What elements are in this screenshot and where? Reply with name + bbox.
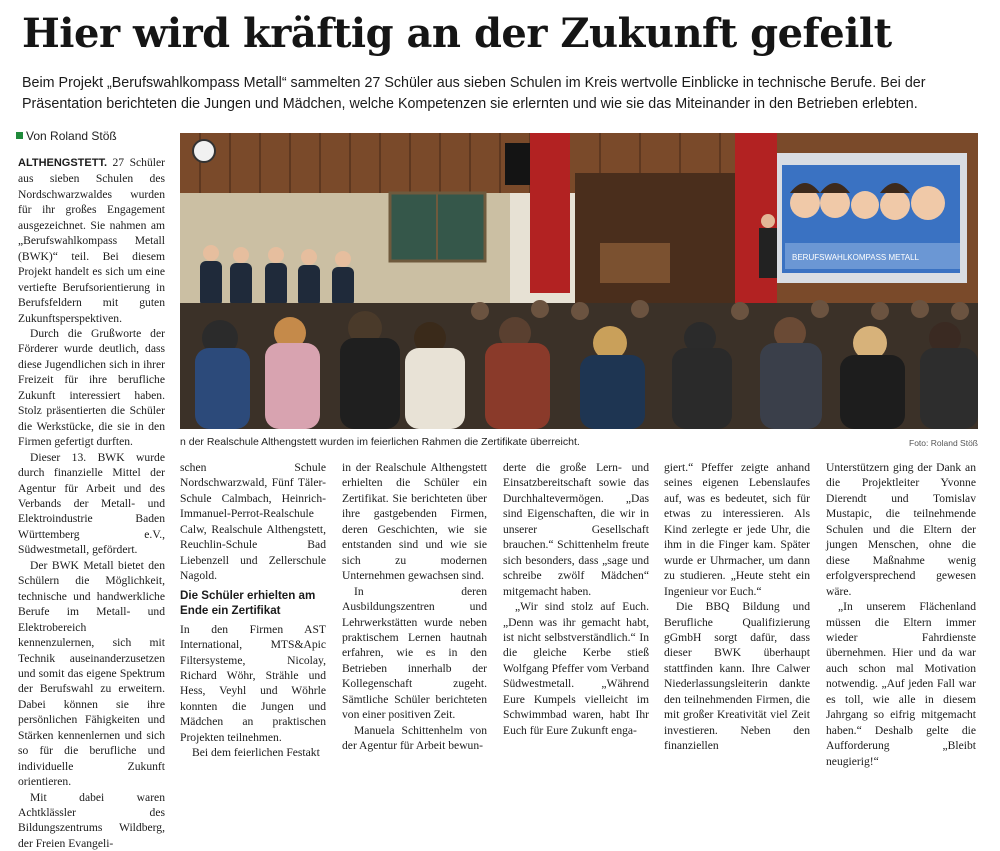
- article-column-3: [342, 460, 487, 753]
- headline: Hier wird kräftig an der Zukunft gefeilt: [22, 10, 892, 57]
- lead-paragraph: ALTHENGSTETT. 27 Schüler aus sieben Schulen des Nordschwarzwaldes wurden für ihr großes Engagement ausgezeichnet. Sie nahmen am „Berufswahlkompass Metall (BWK)“ teil. Bei diesem Projekt handelt es sich um eine vertiefte Berufsorientierung in Berufsfeldern mit guten Zukunftsperspektiven.: [18, 156, 165, 325]
- paragraph: „Wir sind stolz auf Euch. „Denn was ihr gemacht habt, ist nicht selbstverständlich.“ In die gleiche Kerbe stieß Wolfgang Pfeffer vom Verband Südwestmetall. „Während Eure Kumpels vielleicht im Schwimmbad waren, habt Ihr Euch für Eure Zukunft enga-: [503, 600, 649, 737]
- paragraph: Mit dabei waren Achtklässler des Bildungszentrums Wildberg, der Freien Evangeli-: [18, 790, 165, 850]
- byline-marker-icon: [16, 132, 23, 139]
- dateline: ALTHENGSTETT.: [18, 157, 108, 169]
- byline-author: Von Roland Stöß: [26, 129, 117, 143]
- byline: [16, 129, 117, 143]
- paragraph: in der Realschule Althengstett erhielten die Schüler ein Zertifikat. Sie berichteten über ihre gastgebenden Firmen, deren Geschichten, wie sie entstanden sind und wie sie sich zu modernen Unternehmen gewachsen sind.: [342, 461, 487, 583]
- paragraph: Bei dem feierlichen Festakt: [192, 746, 320, 760]
- paragraph: In den Firmen AST International, MTS&Apic Filtersysteme, Nicolay, Richard Wöhr, Strähle und Hess, Veyhl und Wöhrle konnten die Jungen und Mädchen an praktischen Projekten teilnehmen.: [180, 622, 326, 744]
- paragraph: schen Schule Nordschwarzwald, Fünf Täler-Schule Calmbach, Heinrich-Immanuel-Perrot-Realschule Calw, Realschule Althengstett, Reuchlin-Schule Bad Liebenzell und Zellerschule Nagold.: [180, 461, 326, 583]
- paragraph: Manuela Schittenhelm von der Agentur für Arbeit bewun-: [342, 723, 487, 753]
- article-column-2: [180, 460, 326, 760]
- screen-title: BERUFSWAHLKOMPASS METALL: [792, 253, 919, 262]
- paragraph: Durch die Grußworte der Förderer wurde deutlich, dass diese Jugendlichen sich in ihrer Freizeit für ihre berufliche Zukunft interessiert haben. Stolz präsentierten die Schüler die Werkstücke, die sie in den Firmen gefertigt durften.: [18, 326, 165, 449]
- paragraph: giert.“ Pfeffer zeigte anhand seines eigenen Lebenslaufes auf, was es bedeutet, sich für etwas zu interessieren. Als Kind zerlegte er jede Uhr, die ihm in die Finger kam. Später wurde er Uhrmacher, um dann zu studieren. „Heute steht ein Ingenieur vor Euch.“: [664, 461, 810, 598]
- article-column-6: [826, 460, 976, 768]
- paragraph: Dieser 13. BWK wurde durch finanzielle Mittel der Agentur für Arbeit und des Verbands der Metall- und Elektroindustrie Baden Württemberg e.V., Südwestmetall, gefördert.: [18, 450, 165, 557]
- article-photo: [180, 133, 978, 429]
- subheadline: Beim Projekt „Berufswahlkompass Metall“ sammelten 27 Schüler aus sieben Schulen im Kreis wertvolle Einblicke in technische Berufe. Bei der Präsentation berichteten die Jungen und Mädchen, welche Kompetenzen sie erlernten und wie sie das Miteinander in den Betrieben erlebten.: [22, 75, 926, 112]
- paragraph: „In unserem Flächenland müssen die Eltern immer wieder Fahrdienste übernehmen. Hier und da war auch schon mal Motivation notwendig. „Auf jeden Fall war es toll, wie alle in diesem Jahrgang so eifrig mitgemacht haben.“ Deshalb gelte die Aufforderung „Bleibt neugierig!“: [826, 600, 976, 768]
- paragraph: derte die große Lern- und Einsatzbereitschaft sowie das Durchhaltevermögen. „Das sind Eigenschaften, die wir in unserer Gesellschaft brauchen.“ Schittenhelm freute sich besonders, dass „sage und schreibe zwölf Mädchen“ mitgemacht haben.: [503, 461, 649, 598]
- paragraph: Die BBQ Bildung und Berufliche Qualifizierung gGmbH sorgt dafür, dass dieser BWK überhaupt stattfinden kann. Ihre Calwer Niederlassungsleiterin dankte den teilnehmenden Firmen, die mit großer Kreativität viel Zeit investieren. Neben den finanziellen: [664, 600, 810, 753]
- paragraph: Der BWK Metall bietet den Schülern die Möglichkeit, technische und handwerkliche Berufe im Metall- und Elektrobereich kennenzulernen, sich mit Technik auseinanderzusetzen und somit das eigene Spektrum der Berufswahl zu erweitern. Dabei können sie ihre persönlichen Fähigkeiten und Stärken kennenlernen und sich so für die berufliche und individuelle Zukunft orientieren.: [18, 558, 165, 789]
- paragraph: Unterstützern ging der Dank an die Projektleiter Yvonne Dierendt und Tomislav Mustapic, die teilnehmende Schulen und die Eltern der jungen Menschen, ohne die diese Maßnahme wenig erfolgversprechend gewesen wäre.: [826, 461, 976, 598]
- photo-caption: n der Realschule Althengstett wurden im feierlichen Rahmen die Zertifikate überreicht.: [180, 436, 580, 448]
- photo-credit: Foto: Roland Stöß: [909, 438, 978, 448]
- article-column-1: [18, 155, 165, 850]
- subheading: Die Schüler erhielten am Ende ein Zertifikat: [180, 588, 316, 617]
- classroom-photo-illustration: [180, 133, 978, 429]
- article-column-4: [503, 460, 649, 737]
- paragraph: In deren Ausbildungszentren und Lehrwerkstätten wurde neben praktischem Lernen hautnah erfahren, wie es in den Betrieben innerhalb der Kollegenschaft zugeht. Sämtliche Schüler berichteten von einer positiven Zeit.: [342, 584, 487, 722]
- article-column-5: [664, 460, 810, 753]
